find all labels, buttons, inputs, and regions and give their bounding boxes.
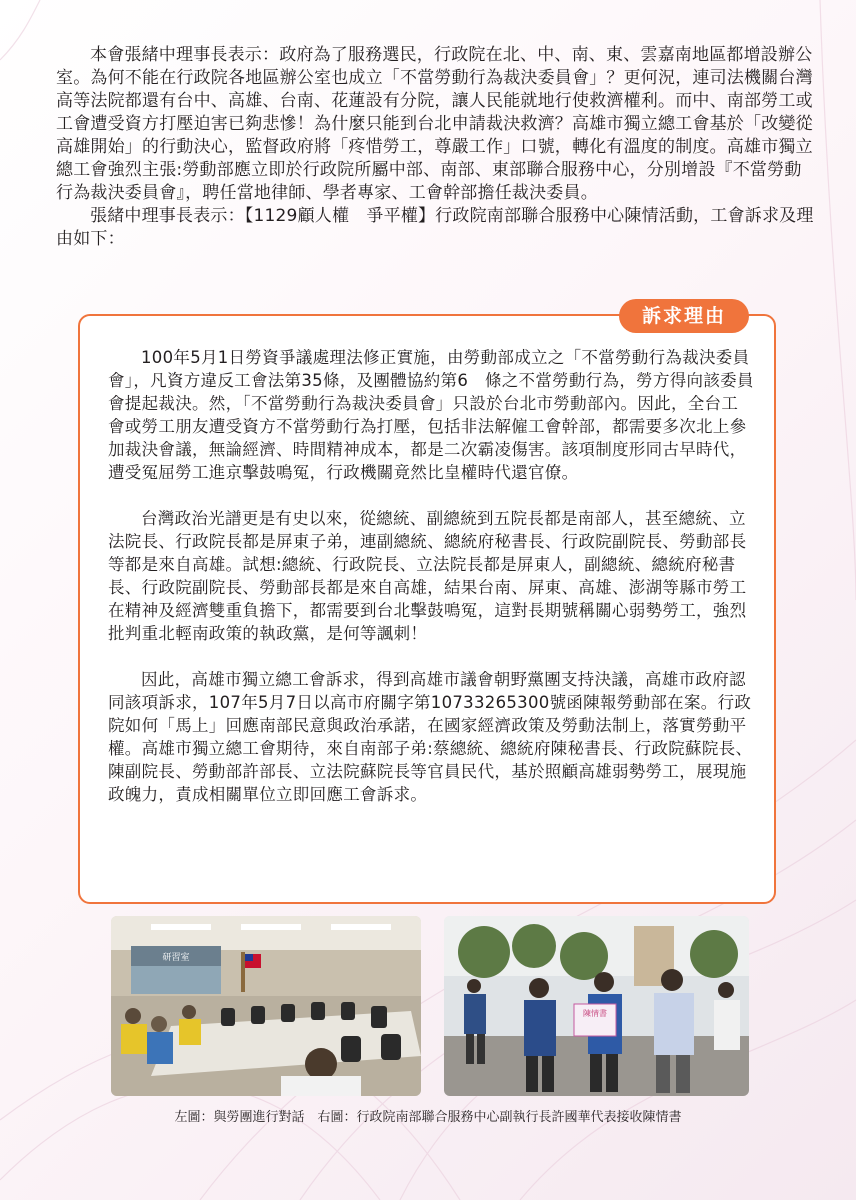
panel-paragraph: 100年5月1日勞資爭議處理法修正實施，由勞動部成立之「不當勞動行為裁決委員會」，凡資方違反工會法第35條，及團體協約第6 條之不當勞動行為，勞方得向該委員會提起裁決。然，「不當勞動行為裁決委員會」只設於台北市勞動部內。因此，全台工會或勞工朋友遭受資方不當勞動行為打壓，包括非法解僱工會幹部，都需要多次北上參加裁決會議，無論經濟、時間精神成本，都是二次霸凌傷害。該項制度形同古早時代，遭受冤屈勞工進京擊鼓鳴冤，行政機關竟然比皇權時代還官僚。: [108, 348, 754, 482]
petition-photo: [444, 916, 749, 1096]
meeting-photo: [111, 916, 421, 1096]
panel-paragraph: 台灣政治光譜更是有史以來，從總統、副總統到五院長都是南部人，甚至總統、立法院長、行政院長都是屏東子弟，連副總統、總統府秘書長、行政院副院長、勞動部長等都是來自高雄。試想:總統、行政院長、立法院長都是屏東人，副總統、總統府秘書長、行政院副院長、勞動部長都是來自高雄，結果台南、屏東、高雄、澎湖等縣市勞工在精神及經濟雙重負擔下，都需要到台北擊鼓鳴冤，這對長期號稱關心弱勢勞工，強烈批判重北輕南政策的執政黨，是何等諷刺！: [108, 509, 747, 643]
intro-paragraph: 張緒中理事長表示：【1129顧人權 爭平權】行政院南部聯合服務中心陳情活動，工會訴求及理由如下：: [56, 206, 814, 249]
panel-paragraph: 因此，高雄市獨立總工會訴求，得到高雄市議會朝野黨團支持決議，高雄市政府認同該項訴求，107年5月7日以高市府關字第10733265300號函陳報勞動部在案。行政院如何「馬上」回應南部民意與政治承諾，在國家經濟政策及勞動法制上，落實勞動平權。高雄市獨立總工會期待，來自南部子弟:蔡總統、總統府陳秘書長、行政院蘇院長、陳副院長、勞動部許部長、立法院蘇院長等官員民代，基於照顧高雄弱勢勞工，展現施政魄力，責成相關單位立即回應工會訴求。: [108, 670, 753, 804]
photo-caption: 左圖：與勞團進行對話 右圖：行政院南部聯合服務中心副執行長許國華代表接收陳情書: [174, 1110, 682, 1125]
appeal-reasons-tag: 訴求理由: [619, 299, 749, 333]
petition-document: 陳情書: [583, 1009, 607, 1018]
intro-paragraph: 本會張緒中理事長表示：政府為了服務選民，行政院在北、中、南、東、雲嘉南地區都增設辦公室。為何不能在行政院各地區辦公室也成立「不當勞動行為裁決委員會」？更何況，連司法機關台灣高等法院都還有台中、高雄、台南、花蓮設有分院，讓人民能就地行使救濟權利。而中、南部勞工或工會遭受資方打壓迫害已夠悲慘！為什麼只能到台北申請裁決救濟？高雄市獨立總工會基於「改變從高雄開始」的行動決心，監督政府將「疼惜勞工，尊嚴工作」口號，轉化有溫度的制度。高雄市獨立總工會強烈主張:勞動部應立即於行政院所屬中部、南部、東部聯合服務中心，分別增設『不當勞動行為裁決委員會』，聘任當地律師、學者專家、工會幹部擔任裁決委員。: [56, 45, 813, 203]
meeting-room-sign: 研習室: [162, 953, 190, 963]
appeal-reasons-body: [108, 346, 754, 829]
intro-text: [56, 44, 816, 251]
